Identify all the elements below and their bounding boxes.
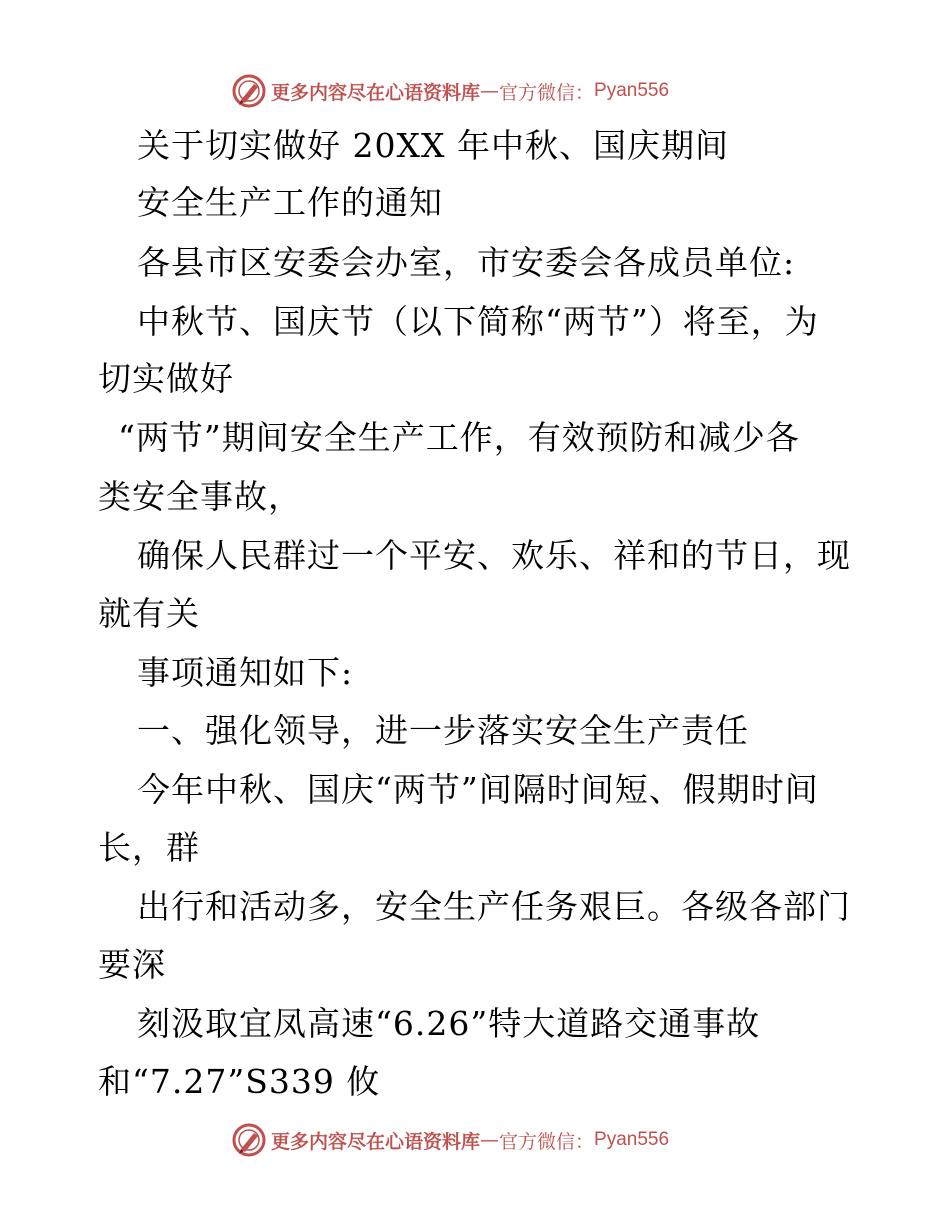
footer-watermark (232, 1122, 669, 1158)
doc-line: 刻汲取宜凤高速“6.26”特大道路交通事故 (137, 1004, 761, 1043)
doc-line: 就有关 (98, 594, 200, 633)
watermark-title: 更多内容尽在心语资料库 (271, 81, 481, 104)
doc-title-line-2: 安全生产工作的通知 (137, 183, 443, 222)
doc-line: 今年中秋、国庆“两节”间隔时间短、假期时间 (137, 770, 819, 809)
watermark-label: 官方微信： (499, 1130, 595, 1153)
pen-logo-icon (232, 1123, 266, 1157)
doc-title-line-1: 关于切实做好 20XX 年中秋、国庆期间 (137, 126, 729, 165)
pen-logo-icon (232, 74, 266, 108)
doc-line: 中秋节、国庆节（以下简称“两节”）将至，为 (137, 302, 819, 341)
doc-line: 长，群 (98, 828, 200, 867)
watermark-dash: — (480, 1129, 500, 1151)
doc-line: 切实做好 (98, 359, 234, 398)
doc-line: 类安全事故， (98, 477, 302, 516)
doc-line: “两节”期间安全生产工作，有效预防和减少各 (118, 418, 800, 457)
doc-line: 事项通知如下: (137, 653, 354, 692)
doc-line: 确保人民群过一个平安、欢乐、祥和的节日，现 (137, 536, 851, 575)
watermark-label: 官方微信： (499, 81, 595, 104)
doc-line: 要深 (98, 945, 166, 984)
doc-section-heading: 一、强化领导，进一步落实安全生产责任 (137, 711, 749, 750)
watermark-dash: — (480, 80, 500, 102)
doc-salutation: 各县市区安委会办室，市安委会各成员单位: (137, 243, 796, 282)
doc-line: 和“7.27”S339 攸 (98, 1062, 381, 1101)
header-watermark (232, 73, 669, 109)
watermark-title: 更多内容尽在心语资料库 (271, 1130, 481, 1153)
watermark-id: Pyan556 (594, 80, 670, 101)
doc-line: 出行和活动多，安全生产任务艰巨。各级各部门 (137, 887, 851, 926)
watermark-id: Pyan556 (594, 1129, 670, 1150)
